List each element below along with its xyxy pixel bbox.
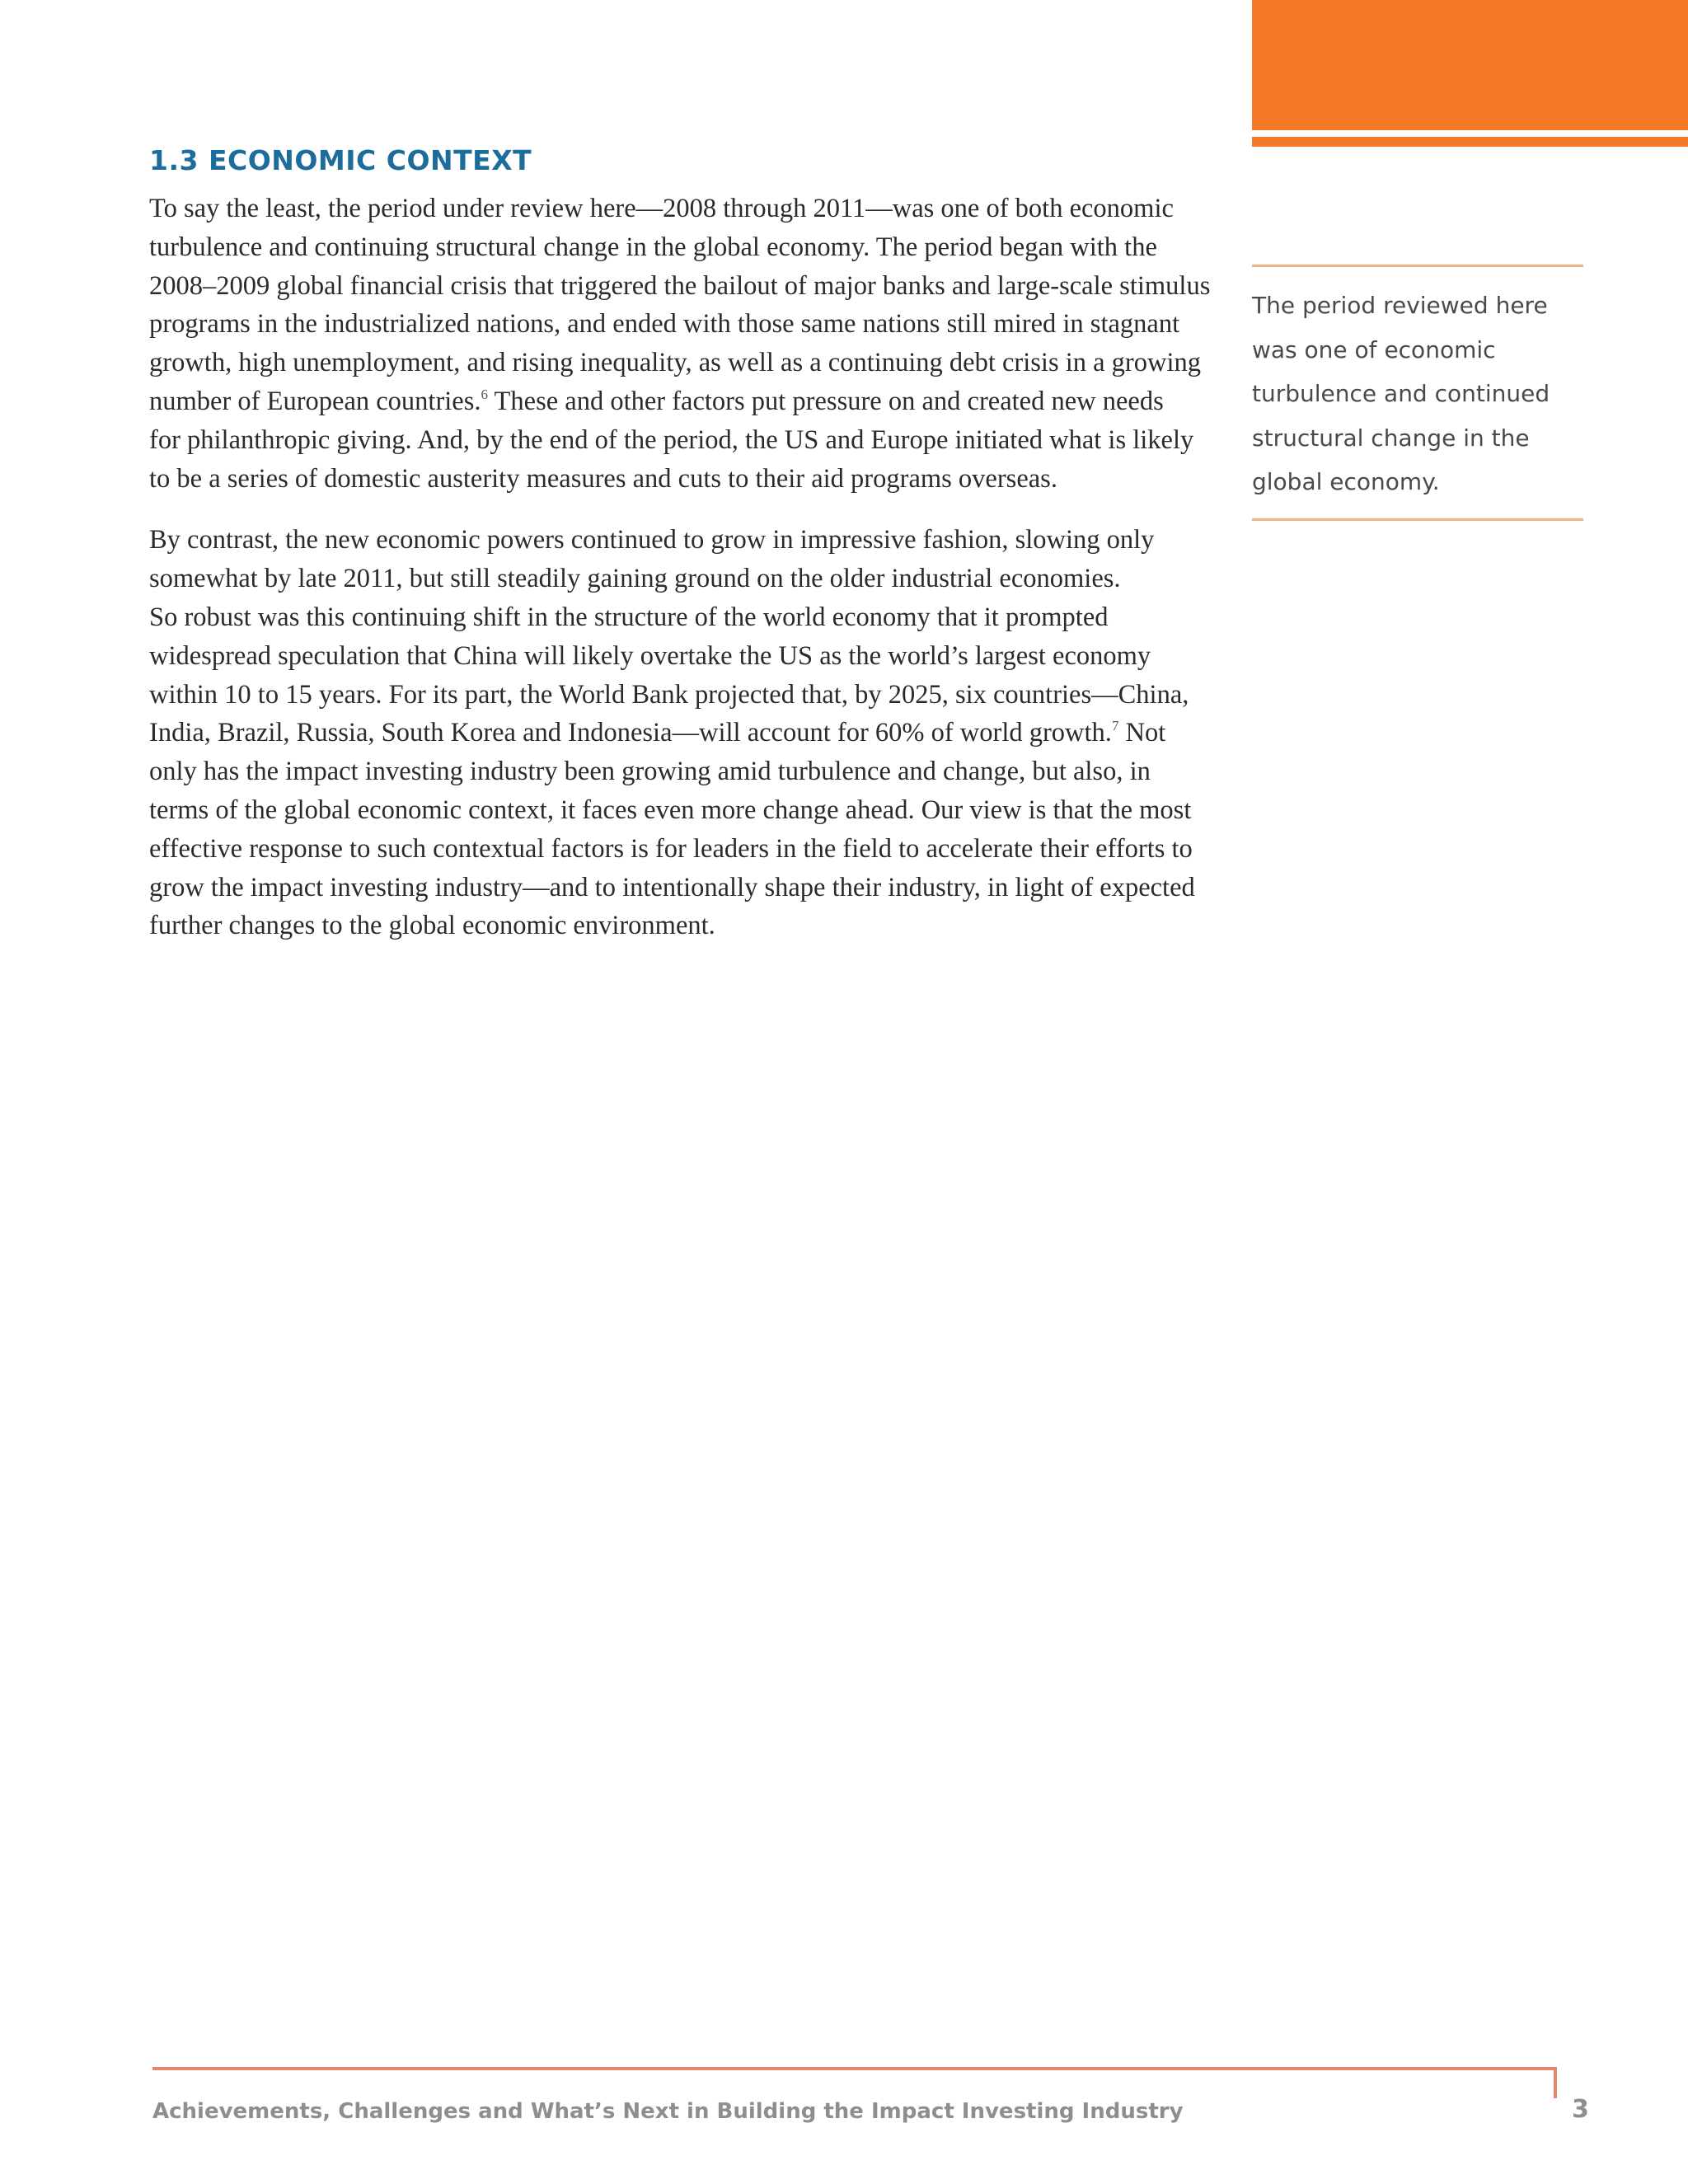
body-line-text: These and other factors put pressure on and created new needs bbox=[488, 386, 1164, 416]
body-line: widespread speculation that China will likely overtake the US as the world’s largest economy bbox=[149, 640, 1151, 671]
body-line-text: India, Brazil, Russia, South Korea and Indonesia—will account for 60% of world growth. bbox=[149, 718, 1112, 748]
body-line bbox=[149, 382, 1204, 421]
footer-rule bbox=[152, 2067, 1557, 2070]
body-line: 2008–2009 global financial crisis that triggered the bailout of major banks and large-scale stimulus bbox=[149, 270, 1211, 301]
footer-rule-tick bbox=[1554, 2067, 1557, 2098]
pull-quote-line: global economy. bbox=[1252, 468, 1440, 495]
body-line: somewhat by late 2011, but still steadily gaining ground on the older industrial economies. bbox=[149, 564, 1121, 594]
body-line: programs in the industrialized nations, and ended with those same nations still mired in stagnant bbox=[149, 309, 1180, 340]
pull-quote-line: structural change in the bbox=[1252, 424, 1530, 452]
corner-orange-strip bbox=[1252, 137, 1688, 147]
body-line-text: Not bbox=[1118, 718, 1166, 748]
page-number: 3 bbox=[1572, 2095, 1589, 2124]
corner-orange-block bbox=[1252, 0, 1688, 130]
pull-quote bbox=[1252, 265, 1583, 521]
body-line: So robust was this continuing shift in the structure of the world economy that it prompted bbox=[149, 602, 1109, 632]
pull-quote-line: The period reviewed here bbox=[1252, 292, 1548, 319]
body-line: growth, high unemployment, and rising inequality, as well as a continuing debt crisis in a growing bbox=[149, 348, 1202, 378]
paragraph-1 bbox=[149, 190, 1211, 498]
body-line: within 10 to 15 years. For its part, the World Bank projected that, by 2025, six countries—China, bbox=[149, 679, 1189, 710]
section-title: 1.3 ECONOMIC CONTEXT bbox=[149, 144, 532, 176]
body-line: for philanthropic giving. And, by the end of the period, the US and Europe initiated what is likely bbox=[149, 424, 1194, 455]
body-line: turbulence and continuing structural change in the global economy. The period began with the bbox=[149, 232, 1157, 262]
pull-quote-line: turbulence and continued bbox=[1252, 380, 1550, 407]
footnote-ref-6: 6 bbox=[481, 386, 489, 402]
paragraph-2 bbox=[149, 521, 1204, 945]
body-line: further changes to the global economic environment. bbox=[149, 911, 715, 941]
body-line: only has the impact investing industry been growing amid turbulence and change, but also, in bbox=[149, 757, 1151, 787]
body-line: terms of the global economic context, it faces even more change ahead. Our view is that the most bbox=[149, 794, 1192, 825]
body-line-text: number of European countries. bbox=[149, 386, 481, 416]
body-line: By contrast, the new economic powers continued to grow in impressive fashion, slowing only bbox=[149, 525, 1155, 555]
body-line: to be a series of domestic austerity measures and cuts to their aid programs overseas. bbox=[149, 463, 1057, 494]
body-line: grow the impact investing industry—and to intentionally shape their industry, in light of expected bbox=[149, 872, 1195, 902]
pull-quote-line: was one of economic bbox=[1252, 335, 1496, 363]
body-line: To say the least, the period under review here—2008 through 2011—was one of both economic bbox=[149, 194, 1174, 223]
body-line bbox=[149, 714, 1204, 752]
footnote-ref-7: 7 bbox=[1111, 718, 1119, 734]
body-text bbox=[149, 190, 1211, 968]
footer-title: Achievements, Challenges and What’s Next in Building the Impact Investing Industry bbox=[152, 2099, 1184, 2124]
body-line: effective response to such contextual factors is for leaders in the field to accelerate their efforts to bbox=[149, 833, 1193, 864]
